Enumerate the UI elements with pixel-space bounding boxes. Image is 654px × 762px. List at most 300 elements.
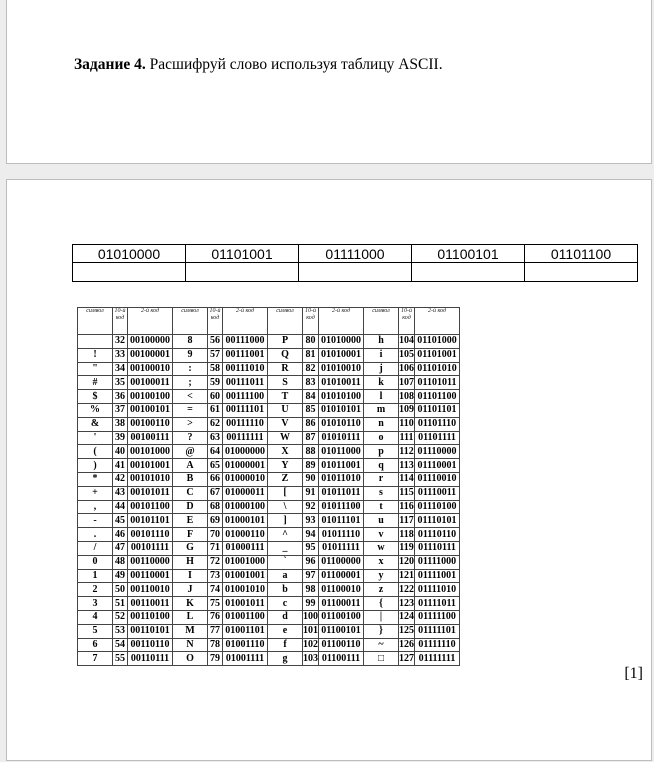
- ascii-cell: ~: [364, 638, 399, 652]
- ascii-cell: d: [268, 610, 303, 624]
- ascii-cell: 58: [208, 362, 223, 376]
- ascii-cell: 95: [303, 541, 319, 555]
- ascii-cell: 00100011: [128, 376, 173, 390]
- ascii-cell: w: [364, 541, 399, 555]
- ascii-cell: |: [364, 610, 399, 624]
- ascii-cell: I: [173, 569, 208, 583]
- ascii-cell: 105: [399, 349, 414, 361]
- ascii-cell: 01001010: [223, 583, 268, 597]
- ascii-row: [78, 348, 460, 362]
- ascii-cell: 01000001: [223, 459, 268, 473]
- ascii-cell: 00110100: [128, 610, 173, 624]
- ascii-cell: J: [173, 583, 208, 597]
- ascii-cell: 48: [113, 555, 128, 569]
- ascii-cell: ,: [78, 500, 113, 514]
- ascii-header-cell: 10-й код: [303, 308, 319, 335]
- ascii-cell: ]: [268, 514, 303, 528]
- ascii-cell: (: [78, 445, 113, 459]
- ascii-cell: 57: [208, 348, 223, 362]
- ascii-cell: 01010000: [319, 335, 364, 349]
- ascii-cell: c: [268, 597, 303, 611]
- ascii-cell: /: [78, 541, 113, 555]
- ascii-cell: 01010111: [319, 431, 364, 445]
- ascii-cell: 77: [208, 624, 223, 638]
- ascii-cell: 01001101: [223, 624, 268, 638]
- ascii-cell: 84: [303, 390, 319, 404]
- ascii-cell: k: [364, 376, 399, 390]
- ascii-cell: C: [173, 486, 208, 500]
- ascii-row: [78, 431, 460, 445]
- ascii-cell: 97: [303, 569, 319, 583]
- ascii-cell: 01101100: [415, 390, 460, 404]
- ascii-cell: 43: [113, 486, 128, 500]
- ascii-cell: 45: [113, 514, 128, 528]
- ascii-cell: 01100100: [319, 610, 364, 624]
- ascii-cell: 01000010: [223, 472, 268, 486]
- ascii-cell: 01101011: [415, 376, 460, 390]
- ascii-cell: 01110100: [415, 500, 460, 514]
- ascii-cell: 49: [113, 569, 128, 583]
- ascii-cell: 40: [113, 445, 128, 459]
- ascii-cell: 37: [113, 403, 128, 417]
- ascii-cell: 99: [303, 597, 319, 611]
- ascii-cell: 121: [399, 569, 414, 581]
- ascii-cell: 01011001: [319, 459, 364, 473]
- ascii-cell: 01111110: [415, 638, 460, 652]
- ascii-cell: 00110010: [128, 583, 173, 597]
- ascii-cell: 01010110: [319, 417, 364, 431]
- ascii-cell: 01000110: [223, 528, 268, 542]
- ascii-row: [78, 472, 460, 486]
- ascii-cell: 01010101: [319, 403, 364, 417]
- ascii-cell: P: [268, 335, 303, 349]
- ascii-cell: l: [364, 390, 399, 404]
- ascii-cell: o: [364, 431, 399, 445]
- ascii-cell: 7: [78, 652, 113, 666]
- ascii-cell: 01001100: [223, 610, 268, 624]
- task-number: Задание 4.: [74, 56, 146, 73]
- ascii-cell: 01111000: [415, 555, 460, 569]
- ascii-cell: 32: [113, 335, 128, 349]
- ascii-cell: 01001111: [223, 652, 268, 666]
- ascii-cell: 01110111: [415, 541, 460, 555]
- ascii-cell: 00111100: [223, 390, 268, 404]
- ascii-cell: 01100110: [319, 638, 364, 652]
- ascii-header-cell: символ: [173, 308, 208, 335]
- answer-cell[interactable]: [525, 263, 638, 282]
- ascii-row: [78, 403, 460, 417]
- ascii-row: [78, 638, 460, 652]
- ascii-cell: 92: [303, 500, 319, 514]
- ascii-cell: n: [364, 417, 399, 431]
- ascii-cell: ^: [268, 528, 303, 542]
- ascii-header-row: [78, 308, 460, 335]
- task-heading: [74, 56, 443, 74]
- binary-code-table: [72, 244, 638, 282]
- ascii-cell: 68: [208, 500, 223, 514]
- ascii-cell: x: [364, 555, 399, 569]
- ascii-cell: 00101011: [128, 486, 173, 500]
- ascii-cell: 116: [399, 500, 414, 512]
- ascii-cell: 81: [303, 348, 319, 362]
- ascii-cell: 01110001: [415, 459, 460, 473]
- ascii-cell: 00111101: [223, 403, 268, 417]
- ascii-cell: 00100101: [128, 403, 173, 417]
- ascii-row: [78, 597, 460, 611]
- ascii-cell: 93: [303, 514, 319, 528]
- ascii-row: [78, 417, 460, 431]
- ascii-cell: 01100001: [319, 569, 364, 583]
- ascii-cell: 76: [208, 610, 223, 624]
- ascii-cell: 109: [399, 404, 414, 416]
- ascii-cell: U: [268, 403, 303, 417]
- ascii-cell: y: [364, 569, 399, 583]
- ascii-cell: 01100011: [319, 597, 364, 611]
- ascii-cell: 01111011: [415, 597, 460, 611]
- ascii-cell: #: [78, 376, 113, 390]
- ascii-cell: 3: [78, 597, 113, 611]
- answer-cell[interactable]: [186, 263, 299, 282]
- ascii-cell: 90: [303, 472, 319, 486]
- ascii-cell: +: [78, 486, 113, 500]
- ascii-cell: !: [78, 348, 113, 362]
- ascii-cell: 62: [208, 417, 223, 431]
- ascii-cell: 104: [399, 335, 414, 347]
- ascii-cell: 113: [399, 459, 414, 471]
- ascii-cell: a: [268, 569, 303, 583]
- ascii-cell: 01001011: [223, 597, 268, 611]
- ascii-cell: 00100110: [128, 417, 173, 431]
- ascii-body: [78, 335, 460, 666]
- ascii-cell: 78: [208, 638, 223, 652]
- ascii-row: [78, 652, 460, 666]
- ascii-cell: 00101010: [128, 472, 173, 486]
- ascii-cell: R: [268, 362, 303, 376]
- ascii-cell: 6: [78, 638, 113, 652]
- ascii-cell: 111: [399, 431, 414, 443]
- ascii-cell: 63: [208, 431, 223, 445]
- ascii-cell: r: [364, 472, 399, 486]
- ascii-cell: 00101100: [128, 500, 173, 514]
- ascii-cell: {: [364, 597, 399, 611]
- ascii-cell: 5: [78, 624, 113, 638]
- ascii-cell: 01101001: [415, 348, 460, 362]
- answer-cell[interactable]: [299, 263, 412, 282]
- ascii-cell: q: [364, 459, 399, 473]
- ascii-header-cell: 10-й код: [208, 308, 223, 335]
- ascii-cell: Y: [268, 459, 303, 473]
- binary-code-cell: 01100101: [412, 245, 525, 263]
- ascii-cell: S: [268, 376, 303, 390]
- ascii-cell: 55: [113, 652, 128, 666]
- ascii-cell: 96: [303, 555, 319, 569]
- ascii-cell: 70: [208, 528, 223, 542]
- ascii-cell: 123: [399, 597, 414, 609]
- binary-code-cell: 01111000: [299, 245, 412, 263]
- ascii-header-cell: 10-й код: [113, 308, 128, 335]
- ascii-cell: 103: [303, 652, 318, 664]
- ascii-cell: 00110000: [128, 555, 173, 569]
- ascii-cell: 00110110: [128, 638, 173, 652]
- ascii-row: [78, 362, 460, 376]
- ascii-cell: 01101110: [415, 417, 460, 431]
- ascii-cell: s: [364, 486, 399, 500]
- binary-code-cell: 01101100: [525, 245, 638, 263]
- ascii-cell: 01000101: [223, 514, 268, 528]
- ascii-cell: G: [173, 541, 208, 555]
- ascii-cell: j: [364, 362, 399, 376]
- ascii-cell: 34: [113, 362, 128, 376]
- ascii-cell: 51: [113, 597, 128, 611]
- ascii-cell: 01110010: [415, 472, 460, 486]
- ascii-cell: V: [268, 417, 303, 431]
- ascii-cell: 00111011: [223, 376, 268, 390]
- ascii-header-cell: 2-й код: [223, 308, 268, 335]
- binary-code-cell: 01101001: [186, 245, 299, 263]
- ascii-cell: 00101101: [128, 514, 173, 528]
- ascii-cell: 39: [113, 431, 128, 445]
- ascii-cell: 61: [208, 403, 223, 417]
- ascii-cell: 01101111: [415, 431, 460, 445]
- ascii-cell: 00100111: [128, 431, 173, 445]
- ascii-cell: t: [364, 500, 399, 514]
- answer-cell[interactable]: [73, 263, 186, 282]
- ascii-cell: 00110111: [128, 652, 173, 666]
- ascii-cell: 01010010: [319, 362, 364, 376]
- ascii-cell: 4: [78, 610, 113, 624]
- ascii-cell: 100: [303, 611, 318, 623]
- ascii-cell: Z: [268, 472, 303, 486]
- ascii-cell: 01001000: [223, 555, 268, 569]
- ascii-cell: 122: [399, 583, 414, 595]
- ascii-cell: 1: [78, 569, 113, 583]
- ascii-cell: 00101000: [128, 445, 173, 459]
- ascii-cell: X: [268, 445, 303, 459]
- ascii-cell: ): [78, 459, 113, 473]
- ascii-cell: %: [78, 403, 113, 417]
- ascii-cell: B: [173, 472, 208, 486]
- ascii-header-cell: символ: [268, 308, 303, 335]
- ascii-cell: 01000111: [223, 541, 268, 555]
- ascii-cell: 67: [208, 486, 223, 500]
- ascii-cell: 106: [399, 362, 414, 374]
- ascii-cell: 00100000: [128, 335, 173, 349]
- ascii-row: [78, 445, 460, 459]
- ascii-cell: 64: [208, 445, 223, 459]
- ascii-cell: 35: [113, 376, 128, 390]
- ascii-cell: 01011110: [319, 528, 364, 542]
- ascii-row: [78, 610, 460, 624]
- ascii-cell: 79: [208, 652, 223, 666]
- ascii-cell: }: [364, 624, 399, 638]
- ascii-cell: p: [364, 445, 399, 459]
- ascii-row: [78, 541, 460, 555]
- ascii-cell: M: [173, 624, 208, 638]
- ascii-cell: 38: [113, 417, 128, 431]
- ascii-cell: 00110101: [128, 624, 173, 638]
- ascii-cell: 01011101: [319, 514, 364, 528]
- ascii-cell: 00101111: [128, 541, 173, 555]
- ascii-cell: 01110011: [415, 486, 460, 500]
- ascii-row: [78, 583, 460, 597]
- ascii-header-cell: 2-й код: [128, 308, 173, 335]
- ascii-cell: 83: [303, 376, 319, 390]
- ascii-row: [78, 459, 460, 473]
- ascii-cell: `: [268, 555, 303, 569]
- ascii-cell: 75: [208, 597, 223, 611]
- ascii-cell: 72: [208, 555, 223, 569]
- ascii-cell: 46: [113, 528, 128, 542]
- ascii-cell: 117: [399, 514, 414, 526]
- ascii-cell: 66: [208, 472, 223, 486]
- ascii-cell: 112: [399, 445, 414, 457]
- ascii-cell: _: [268, 541, 303, 555]
- ascii-cell: i: [364, 348, 399, 362]
- ascii-cell: T: [268, 390, 303, 404]
- ascii-cell: [78, 335, 113, 349]
- ascii-header-cell: 10-й код: [399, 308, 415, 335]
- ascii-cell: 56: [208, 335, 223, 349]
- ascii-cell: 01111100: [415, 610, 460, 624]
- ascii-cell: <: [173, 390, 208, 404]
- ascii-cell: 85: [303, 403, 319, 417]
- ascii-row: [78, 376, 460, 390]
- ascii-cell: D: [173, 500, 208, 514]
- ascii-cell: 0: [78, 555, 113, 569]
- ascii-header-cell: символ: [78, 308, 113, 335]
- ascii-cell: 53: [113, 624, 128, 638]
- ascii-cell: 110: [399, 418, 414, 430]
- ascii-cell: g: [268, 652, 303, 666]
- ascii-cell: 94: [303, 528, 319, 542]
- ascii-cell: 127: [399, 652, 414, 664]
- ascii-cell: -: [78, 514, 113, 528]
- ascii-cell: ?: [173, 431, 208, 445]
- ascii-cell: 01000011: [223, 486, 268, 500]
- ascii-row: [78, 390, 460, 404]
- ascii-cell: 01110110: [415, 528, 460, 542]
- ascii-cell: 69: [208, 514, 223, 528]
- ascii-cell: u: [364, 514, 399, 528]
- ascii-cell: 01010001: [319, 348, 364, 362]
- ascii-cell: f: [268, 638, 303, 652]
- ascii-cell: 01100101: [319, 624, 364, 638]
- answer-row: [73, 263, 638, 282]
- ascii-cell: 01001110: [223, 638, 268, 652]
- ascii-cell: ;: [173, 376, 208, 390]
- ascii-cell: 60: [208, 390, 223, 404]
- ascii-cell: F: [173, 528, 208, 542]
- ascii-cell: 00111000: [223, 335, 268, 349]
- ascii-cell: E: [173, 514, 208, 528]
- ascii-cell: \: [268, 500, 303, 514]
- ascii-cell: 8: [173, 335, 208, 349]
- ascii-cell: 01100111: [319, 652, 364, 666]
- task-text: Расшифруй слово используя таблицу ASCII.: [145, 56, 443, 73]
- ascii-cell: 01111001: [415, 569, 460, 583]
- ascii-cell: 115: [399, 487, 414, 499]
- ascii-cell: 82: [303, 362, 319, 376]
- ascii-cell: $: [78, 390, 113, 404]
- ascii-cell: 01011011: [319, 486, 364, 500]
- ascii-cell: 50: [113, 583, 128, 597]
- ascii-cell: 00111010: [223, 362, 268, 376]
- ascii-row: [78, 555, 460, 569]
- ascii-cell: 01110000: [415, 445, 460, 459]
- ascii-cell: 74: [208, 583, 223, 597]
- ascii-cell: 54: [113, 638, 128, 652]
- ascii-row: [78, 500, 460, 514]
- ascii-cell: 01011000: [319, 445, 364, 459]
- ascii-cell: 01001001: [223, 569, 268, 583]
- ascii-cell: 01110101: [415, 514, 460, 528]
- ascii-cell: 47: [113, 541, 128, 555]
- ascii-cell: 00111111: [223, 431, 268, 445]
- ascii-row: [78, 335, 460, 349]
- ascii-cell: 2: [78, 583, 113, 597]
- ascii-cell: □: [364, 652, 399, 666]
- answer-card: [6, 179, 652, 761]
- ascii-cell: 33: [113, 348, 128, 362]
- ascii-cell: Q: [268, 348, 303, 362]
- ascii-cell: 01111010: [415, 583, 460, 597]
- ascii-cell: 01011111: [319, 541, 364, 555]
- answer-cell[interactable]: [412, 263, 525, 282]
- ascii-cell: =: [173, 403, 208, 417]
- ascii-cell: ': [78, 431, 113, 445]
- ascii-cell: :: [173, 362, 208, 376]
- ascii-cell: 59: [208, 376, 223, 390]
- ascii-cell: O: [173, 652, 208, 666]
- binary-codes-row: [73, 245, 638, 263]
- ascii-row: [78, 569, 460, 583]
- ascii-cell: 114: [399, 473, 414, 485]
- ascii-cell: N: [173, 638, 208, 652]
- ascii-cell: h: [364, 335, 399, 349]
- ascii-header-cell: 2-й код: [415, 308, 460, 335]
- ascii-cell: 42: [113, 472, 128, 486]
- ascii-cell: 00110001: [128, 569, 173, 583]
- ascii-cell: >: [173, 417, 208, 431]
- ascii-cell: v: [364, 528, 399, 542]
- ascii-cell: 01011010: [319, 472, 364, 486]
- ascii-cell: *: [78, 472, 113, 486]
- ascii-cell: 71: [208, 541, 223, 555]
- ascii-row: [78, 514, 460, 528]
- ascii-cell: 01101101: [415, 403, 460, 417]
- ascii-cell: 01111111: [415, 652, 460, 666]
- ascii-cell: 120: [399, 556, 414, 568]
- ascii-cell: &: [78, 417, 113, 431]
- ascii-cell: 36: [113, 390, 128, 404]
- ascii-cell: 01010100: [319, 390, 364, 404]
- ascii-cell: 00100001: [128, 348, 173, 362]
- ascii-cell: 73: [208, 569, 223, 583]
- ascii-cell: 91: [303, 486, 319, 500]
- ascii-cell: 87: [303, 431, 319, 445]
- ascii-cell: 00100100: [128, 390, 173, 404]
- ascii-cell: 88: [303, 445, 319, 459]
- ascii-cell: 01011100: [319, 500, 364, 514]
- ascii-cell: [: [268, 486, 303, 500]
- score-mark: [1]: [624, 665, 643, 682]
- ascii-cell: @: [173, 445, 208, 459]
- ascii-cell: 102: [303, 638, 318, 650]
- ascii-cell: 00101001: [128, 459, 173, 473]
- ascii-cell: 00101110: [128, 528, 173, 542]
- ascii-cell: z: [364, 583, 399, 597]
- ascii-header-cell: символ: [364, 308, 399, 335]
